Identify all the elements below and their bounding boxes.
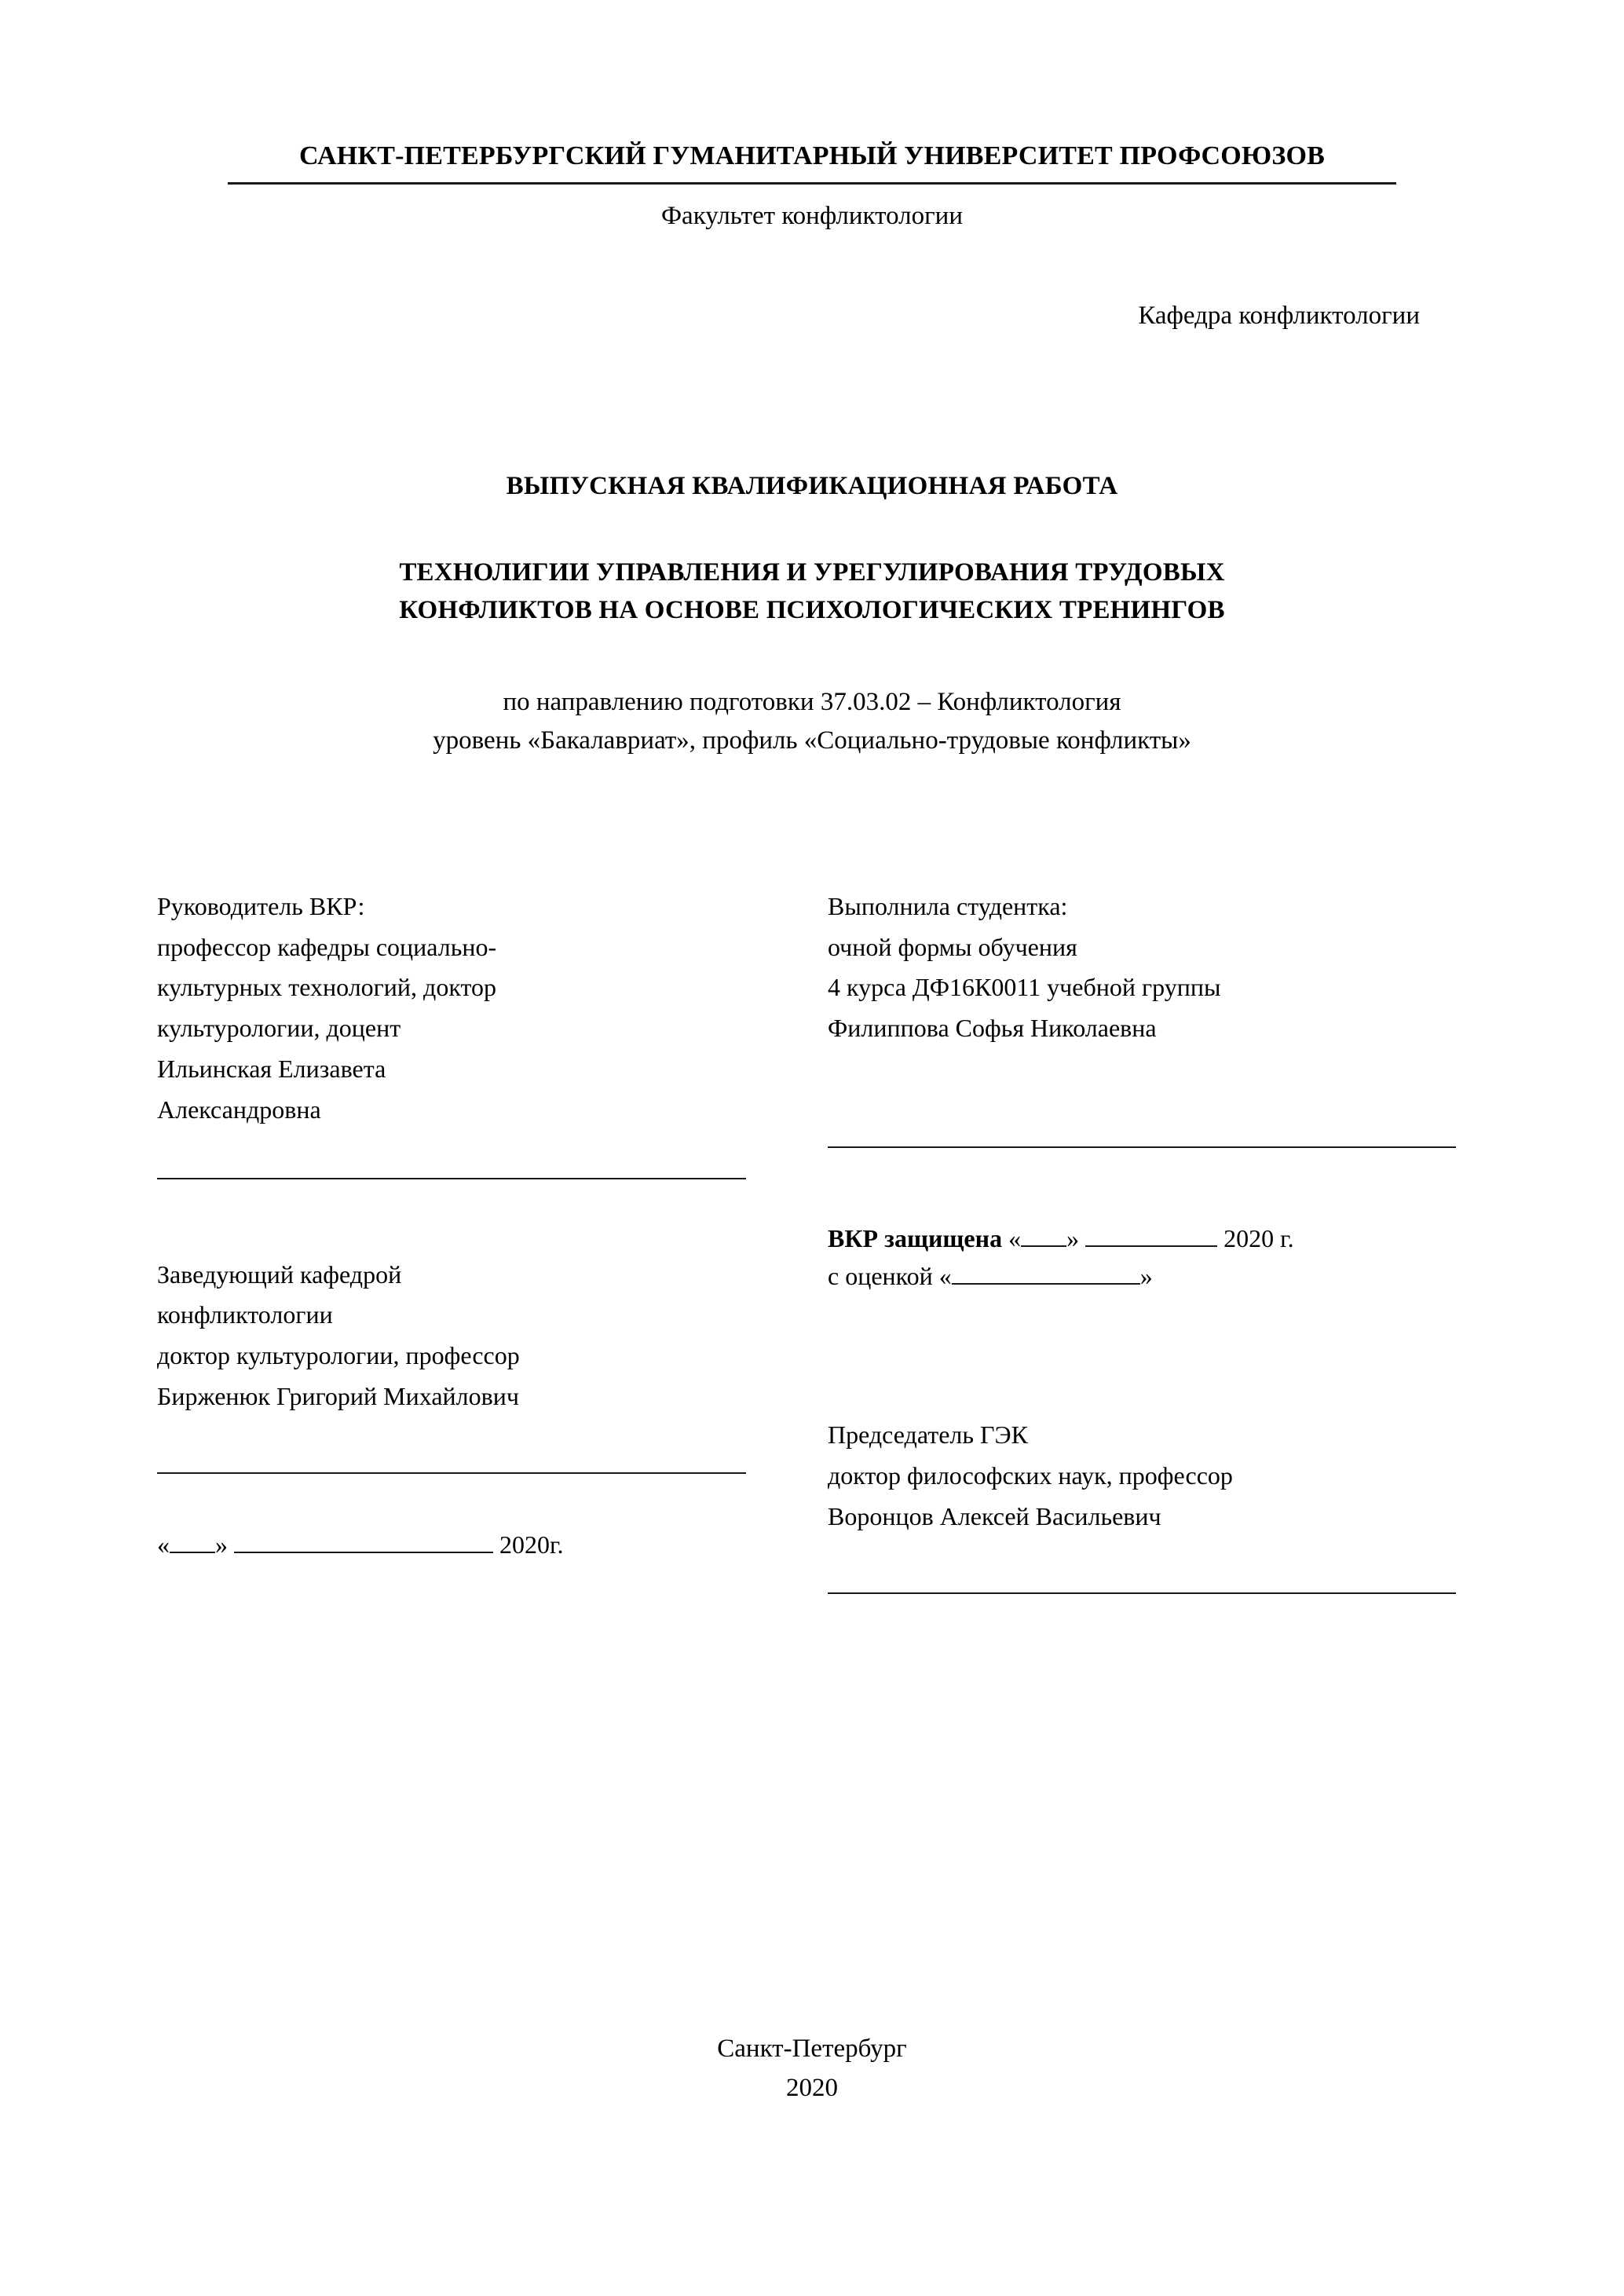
defense-mark-line [828, 1262, 1467, 1291]
supervisor-label: Руководитель ВКР: [157, 891, 365, 920]
student-line-2: 4 курса ДФ16К0011 учебной группы [828, 973, 1221, 1002]
student-block-spacer [828, 1049, 1467, 1099]
study-direction-line-2: уровень «Бакалавриат», профиль «Социально-трудовые конфликты» [433, 726, 1191, 755]
student-block [828, 887, 1467, 1049]
footer-year: 2020 [786, 2073, 838, 2102]
defense-quote-close: » [1066, 1224, 1080, 1252]
student-column [812, 887, 1467, 1594]
commission-chair-line-1: Председатель ГЭК [828, 1420, 1028, 1450]
defense-mark-close: » [1139, 1262, 1153, 1291]
head-of-department-signature-line [157, 1472, 746, 1474]
study-direction-line-1: по направлению подготовки 37.03.02 – Конфликтология [503, 687, 1121, 716]
defense-line [828, 1219, 1467, 1259]
defense-mark-label: с оценкой « [828, 1262, 952, 1291]
head-of-department-line-2: конфликтологии [157, 1300, 333, 1329]
commission-chair-block [828, 1415, 1467, 1537]
commission-chair-signature-line [828, 1592, 1456, 1594]
signature-columns [157, 887, 1467, 1594]
supervisor-line-1: профессор кафедры социально- [157, 932, 497, 961]
defense-month-blank [1085, 1245, 1217, 1247]
supervisor-signature-line [157, 1178, 746, 1179]
supervisor-line-4: Ильинская Елизавета [157, 1055, 386, 1083]
defense-label: ВКР защищена [828, 1224, 1003, 1252]
footer-city: Санкт-Петербург [717, 2035, 907, 2063]
document-footer [0, 2030, 1624, 2108]
work-type-heading: ВЫПУСКНАЯ КВАЛИФИКАЦИОННАЯ РАБОТА [506, 472, 1118, 500]
student-label: Выполнила студентка: [828, 891, 1068, 920]
thesis-title-line-2: КОНФЛИКТОВ НА ОСНОВЕ ПСИХОЛОГИЧЕСКИХ ТРЕНИНГОВ [399, 595, 1225, 624]
head-of-department-line-3: доктор культурологии, профессор [157, 1341, 520, 1370]
student-line-3: Филиппова Софья Николаевна [828, 1014, 1157, 1043]
supervisor-line-5: Александровна [157, 1095, 321, 1124]
bottom-date-year: 2020г. [499, 1530, 564, 1559]
supervisor-line-3: культурологии, доцент [157, 1014, 401, 1043]
supervisor-block [157, 887, 781, 1131]
bottom-date-quote-open: « [157, 1530, 170, 1559]
university-name: САНКТ-ПЕТЕРБУРГСКИЙ ГУМАНИТАРНЫЙ УНИВЕРСИТЕТ ПРОФСОЮЗОВ [228, 141, 1396, 185]
thesis-title [157, 554, 1467, 630]
head-of-department-line-4: Бирженюк Григорий Михайлович [157, 1382, 519, 1411]
defense-mark-blank [952, 1283, 1140, 1285]
student-signature-line [828, 1146, 1456, 1148]
bottom-date-month-blank [234, 1552, 493, 1553]
department-name: Кафедра конфликтологии [1138, 302, 1420, 330]
head-of-department-block [157, 1255, 781, 1417]
thesis-title-line-1: ТЕХНОЛИГИИ УПРАВЛЕНИЯ И УРЕГУЛИРОВАНИЯ ТРУДОВЫХ [399, 558, 1225, 587]
defense-quote-open: « [1008, 1224, 1022, 1252]
student-line-1: очной формы обучения [828, 932, 1077, 961]
defense-day-blank [1021, 1245, 1066, 1247]
bottom-date-line [157, 1530, 781, 1559]
bottom-date-day-blank [170, 1552, 215, 1553]
supervisor-line-2: культурных технологий, доктор [157, 973, 496, 1002]
head-of-department-line-1: Заведующий кафедрой [157, 1260, 402, 1289]
bottom-date-quote-close: » [215, 1530, 228, 1559]
defense-year: 2020 г. [1223, 1224, 1294, 1252]
faculty-name: Факультет конфликтологии [660, 202, 963, 230]
study-direction [157, 683, 1467, 761]
commission-chair-line-2: доктор философских наук, профессор [828, 1461, 1233, 1490]
commission-chair-line-3: Воронцов Алексей Васильевич [828, 1501, 1161, 1530]
supervisor-column [157, 887, 812, 1594]
